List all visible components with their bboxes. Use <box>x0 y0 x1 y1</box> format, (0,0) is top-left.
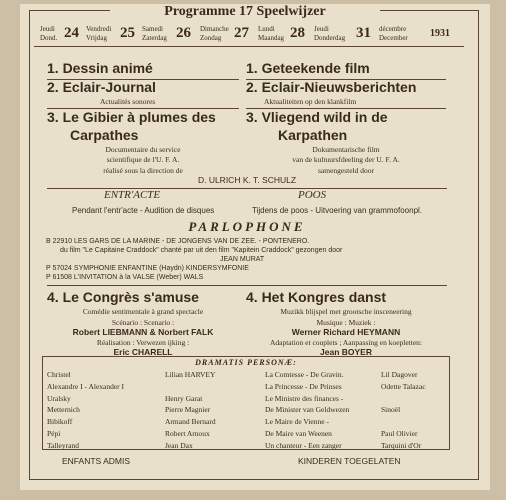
cast-box <box>42 356 450 450</box>
poos-heading: POOS <box>298 189 327 201</box>
cast-role: Pépi <box>47 428 61 438</box>
director-credit: D. ULRICH K. T. SCHULZ <box>197 175 297 185</box>
day-1-nl: Dond. <box>40 34 58 42</box>
item-1-fr: 1. Dessin animé <box>47 60 153 76</box>
footer-admitted-fr: ENFANTS ADMIS <box>62 456 131 466</box>
day-4-num: 27 <box>234 25 249 41</box>
item-3-fr-line2: Carpathes <box>70 127 139 143</box>
cast-actor: Robert Arnoux <box>165 428 210 438</box>
footer-admitted-nl: KINDEREN TOEGELATEN <box>298 456 401 466</box>
cast-actor: Tarquini d'Or <box>381 440 422 450</box>
day-3-num: 26 <box>176 25 191 41</box>
item-4-fr-sub: Comédie sentimentale à grand spectacle <box>82 307 204 316</box>
item-4-nl: 4. Het Kongres danst <box>246 289 387 305</box>
day-6-nl: Donderdag <box>314 34 346 42</box>
musique-label: Musique : Muziek : <box>316 318 376 327</box>
item-3-fr-desc2: scientifique de l'U. F. A. <box>106 155 180 164</box>
year: 1931 <box>430 28 450 39</box>
entracte-heading: ENTR'ACTE <box>104 189 161 201</box>
parlophone-heading: PARLOPHONE <box>188 219 306 234</box>
day-1-fr: Jeudi <box>40 25 55 33</box>
record-2: P 57024 SYMPHONIE ENFANTINE (Haydn) KINDERSYMFONIE <box>46 265 249 272</box>
item-2-nl: 2. Eclair-Nieuwsberichten <box>246 79 417 95</box>
cast-actor: Lilian HARVEY <box>165 370 216 379</box>
cast-role: Bibikoff <box>47 417 73 427</box>
cast-role: De Minister van Geldwezen <box>265 405 350 415</box>
item-3-nl-desc1: Dokumentarische film <box>312 145 380 154</box>
item-3-fr-desc1: Documentaire du service <box>105 145 181 154</box>
realisation-name: Eric CHARELL <box>113 347 173 357</box>
month-fr: décembre <box>379 25 407 33</box>
cast-actors-col2 <box>381 369 426 452</box>
cast-role: De Maire van Weenen <box>265 428 332 438</box>
cast-role: Uralsky <box>47 393 71 403</box>
divider <box>47 285 447 286</box>
cast-role: Un chanteur - Een zanger <box>265 440 342 450</box>
cast-actor: Lil Dagover <box>381 370 418 379</box>
day-4-fr: Dimanche <box>200 25 229 33</box>
cast-actor: Odette Talazac <box>381 381 426 391</box>
day-2-num: 25 <box>120 25 135 41</box>
month-nl: December <box>379 34 408 42</box>
day-6-fr: Jeudi <box>314 25 329 33</box>
cast-roles-col1 <box>47 369 124 452</box>
cast-actor: Pierre Magnier <box>165 405 211 415</box>
scenario-label: Scénario : Scenario : <box>111 318 175 327</box>
record-1-singer: JEAN MURAT <box>220 256 265 263</box>
date-strip <box>34 22 464 47</box>
cast-role: La Princesse - De Prinses <box>265 381 342 391</box>
item-3-nl-desc3: samengesteld door <box>317 166 375 175</box>
adaptation-label: Adaptation et couplets ; Aanpassing en koepletten: <box>269 338 423 347</box>
item-3-nl-line2: Karpathen <box>278 127 348 143</box>
item-3-nl-desc2: van de kultuursfdeeling der U. F. A. <box>292 155 400 164</box>
item-1-nl: 1. Geteekende film <box>246 60 370 76</box>
item-2-nl-sub: Aktualiteiten op den klankfilm <box>264 97 357 106</box>
cast-actor <box>381 393 426 405</box>
program-title: Programme 17 Speelwijzer <box>110 4 380 20</box>
day-3-nl: Zaterdag <box>142 34 167 42</box>
adaptation-name: Jean BOYER <box>320 347 372 357</box>
record-3: P 61508 L'INVITATION à la VALSE (Weber) WALS <box>46 274 204 281</box>
item-3-fr-desc3: réalisé sous la direction de <box>103 166 183 175</box>
cast-actor: Armand Bernard <box>165 417 216 427</box>
program-page <box>20 4 490 490</box>
item-2-fr: 2. Eclair-Journal <box>47 79 156 95</box>
item-3-nl-line1: 3. Vliegend wild in de <box>246 109 388 125</box>
cast-role: Alexandre I - Alexander I <box>47 381 125 391</box>
day-1-num: 24 <box>64 25 79 41</box>
day-4-nl: Zondag <box>200 34 222 42</box>
day-2-fr: Vendredi <box>86 25 112 33</box>
day-3-fr: Samedi <box>142 25 163 33</box>
item-3-fr-line1: 3. Le Gibier à plumes des <box>47 109 216 125</box>
realisation-label: Réalisation : Verwezen ijking : <box>96 338 190 347</box>
day-6-num: 31 <box>356 25 371 41</box>
cast-role: Talleyrand <box>47 440 79 450</box>
entracte-text: Pendant l'entr'acte - Audition de disques <box>72 206 215 215</box>
cast-actors-col1 <box>165 369 216 452</box>
day-5-nl: Maandag <box>258 34 285 42</box>
cast-actor: Sinoël <box>381 405 401 415</box>
cast-actor <box>381 416 426 428</box>
day-5-fr: Lundi <box>258 25 275 33</box>
item-4-fr: 4. Le Congrès s'amuse <box>47 289 199 305</box>
item-4-nl-sub: Muzikk blijspel met grootsche insceneering <box>280 307 412 316</box>
cast-actor: Jean Dax <box>165 440 193 450</box>
musique-name: Werner Richard HEYMANN <box>291 327 401 337</box>
cast-role: Le Maire de Vienne - <box>265 417 329 427</box>
cast-role: La Comtesse - De Gravin. <box>265 370 344 379</box>
cast-roles-col2 <box>265 369 349 452</box>
cast-role: Metternich <box>47 405 80 415</box>
day-2-nl: Vrijdag <box>86 34 107 42</box>
poos-text: Tijdens de poos - Uitvoering van grammofoonpl. <box>252 206 423 215</box>
cast-role: Christel <box>47 370 71 379</box>
cast-actor <box>165 381 216 393</box>
cast-actor: Paul Olivier <box>381 428 418 438</box>
cast-role: Le Ministre des finances - <box>265 393 344 403</box>
day-5-num: 28 <box>290 25 305 41</box>
record-1-film: du film "Le Capitaine Craddock" chanté par uit den film "Kapitein Craddock" gezongen door <box>60 247 343 254</box>
item-2-fr-sub: Actualités sonores <box>100 97 156 106</box>
cast-actor: Henry Garat <box>165 393 203 403</box>
cast-title: DRAMATIS PERSONÆ: <box>195 358 297 367</box>
scenario-names: Robert LIEBMANN & Norbert FALK <box>72 327 214 337</box>
record-1: B 22910 LES GARS DE LA MARINE - DE JONGENS VAN DE ZEE. - PONTENERO. <box>46 238 310 245</box>
